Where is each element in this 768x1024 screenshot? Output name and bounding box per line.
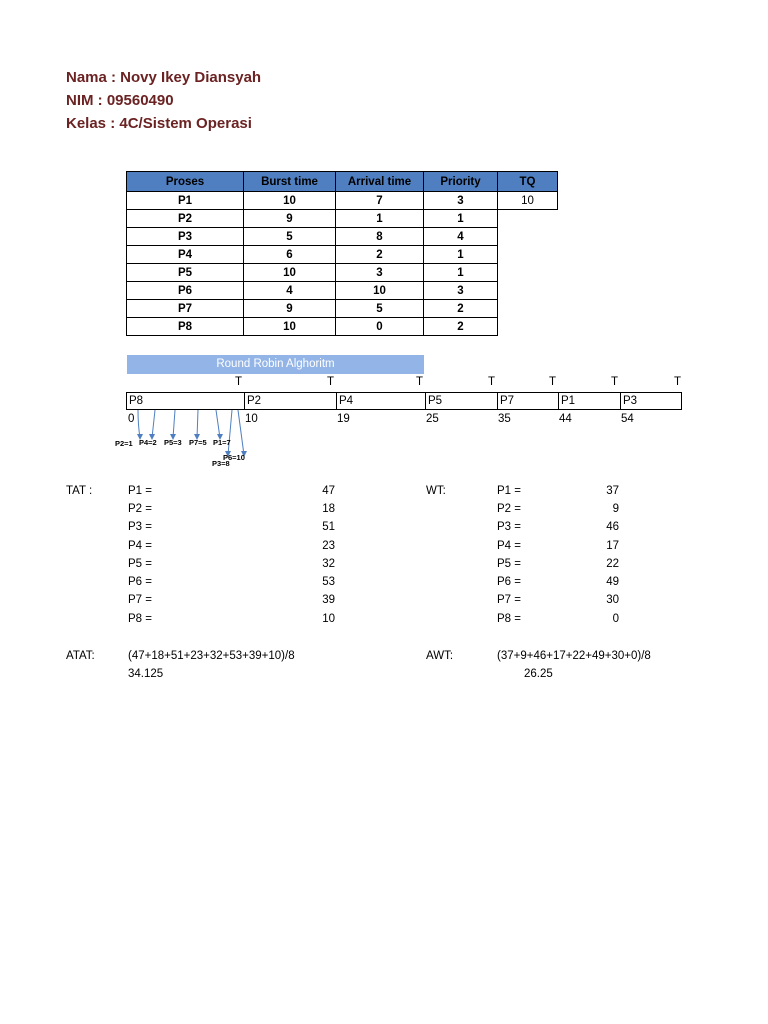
cell: P5 <box>127 264 244 282</box>
cell: 2 <box>424 318 498 336</box>
cell: 1 <box>336 210 424 228</box>
cell: P2 <box>127 210 244 228</box>
gantt-time: 0 <box>128 413 135 425</box>
tat-item-value: 23 <box>322 540 335 552</box>
gantt-time: 19 <box>337 413 350 425</box>
cell: 3 <box>336 264 424 282</box>
cell: 5 <box>244 228 336 246</box>
awt-result: 26.25 <box>524 668 553 680</box>
cell: P3 <box>127 228 244 246</box>
wt-item-label: P5 = <box>497 558 521 570</box>
arrow-p1 <box>216 410 220 438</box>
wt-item-label: P6 = <box>497 576 521 588</box>
cell: 7 <box>336 192 424 210</box>
tat-item-label: P7 = <box>128 594 152 606</box>
tq-value: 10 <box>498 192 558 210</box>
cell: 9 <box>244 210 336 228</box>
cell: P8 <box>127 318 244 336</box>
cell: 10 <box>244 192 336 210</box>
cell: 3 <box>424 282 498 300</box>
tat-item-value: 47 <box>322 485 335 497</box>
tat-item-label: P4 = <box>128 540 152 552</box>
gantt-time: 10 <box>245 413 258 425</box>
cell: P1 <box>127 192 244 210</box>
tat-item-value: 10 <box>322 613 335 625</box>
t-marker: T <box>416 376 424 388</box>
tat-item-label: P5 = <box>128 558 152 570</box>
atat-formula: (47+18+51+23+32+53+39+10)/8 <box>128 650 295 662</box>
tat-item-value: 53 <box>322 576 335 588</box>
col-header-tq: TQ <box>498 172 558 192</box>
wt-item-value: 0 <box>612 613 619 625</box>
wt-item-label: P7 = <box>497 594 521 606</box>
col-header-proses: Proses <box>127 172 244 192</box>
student-class: Kelas : 4C/Sistem Operasi <box>66 115 252 132</box>
wt-item-value: 9 <box>612 503 619 515</box>
wt-item-value: 30 <box>606 594 619 606</box>
cell: 9 <box>244 300 336 318</box>
cell: 10 <box>336 282 424 300</box>
tat-item-label: P8 = <box>128 613 152 625</box>
t-marker: T <box>611 376 619 388</box>
arrival-label: P3=8 <box>212 459 230 468</box>
arrival-label: P4=2 <box>139 438 157 447</box>
arrow-p5 <box>173 410 175 438</box>
wt-item-label: P2 = <box>497 503 521 515</box>
gantt-time: 44 <box>559 413 572 425</box>
wt-item-label: P8 = <box>497 613 521 625</box>
cell: 1 <box>424 210 498 228</box>
arrow-p6 <box>238 410 244 455</box>
awt-formula: (37+9+46+17+22+49+30+0)/8 <box>497 650 651 662</box>
wt-item-value: 22 <box>606 558 619 570</box>
gantt-title: Round Robin Alghoritm <box>127 355 424 374</box>
col-header-priority: Priority <box>424 172 498 192</box>
t-marker: T <box>327 376 335 388</box>
arrival-label: P7=5 <box>189 438 207 447</box>
col-header-burst: Burst time <box>244 172 336 192</box>
tat-item-value: 32 <box>322 558 335 570</box>
tat-item-label: P2 = <box>128 503 152 515</box>
tat-item-value: 18 <box>322 503 335 515</box>
arrival-label: P6=10 <box>223 453 245 462</box>
wt-item-label: P1 = <box>497 485 521 497</box>
gantt-cell-p1: P1 <box>558 393 620 409</box>
atat-label: ATAT: <box>66 650 95 662</box>
cell: 10 <box>244 264 336 282</box>
gantt-cell-p3: P3 <box>620 393 681 409</box>
cell: 8 <box>336 228 424 246</box>
tat-item-label: P6 = <box>128 576 152 588</box>
awt-label: AWT: <box>426 650 454 662</box>
atat-result: 34.125 <box>128 668 164 680</box>
student-name: Nama : Novy Ikey Diansyah <box>66 69 262 86</box>
gantt-cell-p2: P2 <box>244 393 336 409</box>
arrow-p2 <box>138 410 140 438</box>
wt-item-value: 17 <box>606 540 619 552</box>
gantt-time: 54 <box>621 413 634 425</box>
tat-item-label: P3 = <box>128 521 152 533</box>
wt-item-value: 37 <box>606 485 619 497</box>
cell: 1 <box>424 264 498 282</box>
cell: 4 <box>424 228 498 246</box>
wt-item-label: P4 = <box>497 540 521 552</box>
gantt-cell-p4: P4 <box>336 393 425 409</box>
wt-label: WT: <box>426 485 446 497</box>
t-marker: T <box>674 376 682 388</box>
gantt-cell-p8: P8 <box>129 395 144 407</box>
cell: P4 <box>127 246 244 264</box>
gantt-cell-p7: P7 <box>497 393 558 409</box>
arrow-p7 <box>197 410 198 438</box>
student-nim: NIM : 09560490 <box>66 92 174 109</box>
cell: P7 <box>127 300 244 318</box>
cell: 2 <box>424 300 498 318</box>
cell: 4 <box>244 282 336 300</box>
cell: 3 <box>424 192 498 210</box>
gantt-time: 35 <box>498 413 511 425</box>
cell: 6 <box>244 246 336 264</box>
cell: 10 <box>244 318 336 336</box>
arrow-p3 <box>228 410 232 455</box>
cell: P6 <box>127 282 244 300</box>
cell: 0 <box>336 318 424 336</box>
cell: 1 <box>424 246 498 264</box>
arrow-p4 <box>152 410 155 438</box>
tat-item-value: 51 <box>322 521 335 533</box>
col-header-arrival: Arrival time <box>336 172 424 192</box>
arrival-label: P5=3 <box>164 438 182 447</box>
arrival-label: P1=7 <box>213 438 231 447</box>
tat-label: TAT : <box>66 485 93 497</box>
t-marker: T <box>235 376 243 388</box>
wt-item-value: 49 <box>606 576 619 588</box>
tat-item-label: P1 = <box>128 485 152 497</box>
arrival-label: P2=1 <box>115 439 133 448</box>
gantt-time: 25 <box>426 413 439 425</box>
tat-item-value: 39 <box>322 594 335 606</box>
gantt-cell-p5: P5 <box>425 393 497 409</box>
t-marker: T <box>488 376 496 388</box>
wt-item-value: 46 <box>606 521 619 533</box>
cell: 5 <box>336 300 424 318</box>
t-marker: T <box>549 376 557 388</box>
wt-item-label: P3 = <box>497 521 521 533</box>
cell: 2 <box>336 246 424 264</box>
